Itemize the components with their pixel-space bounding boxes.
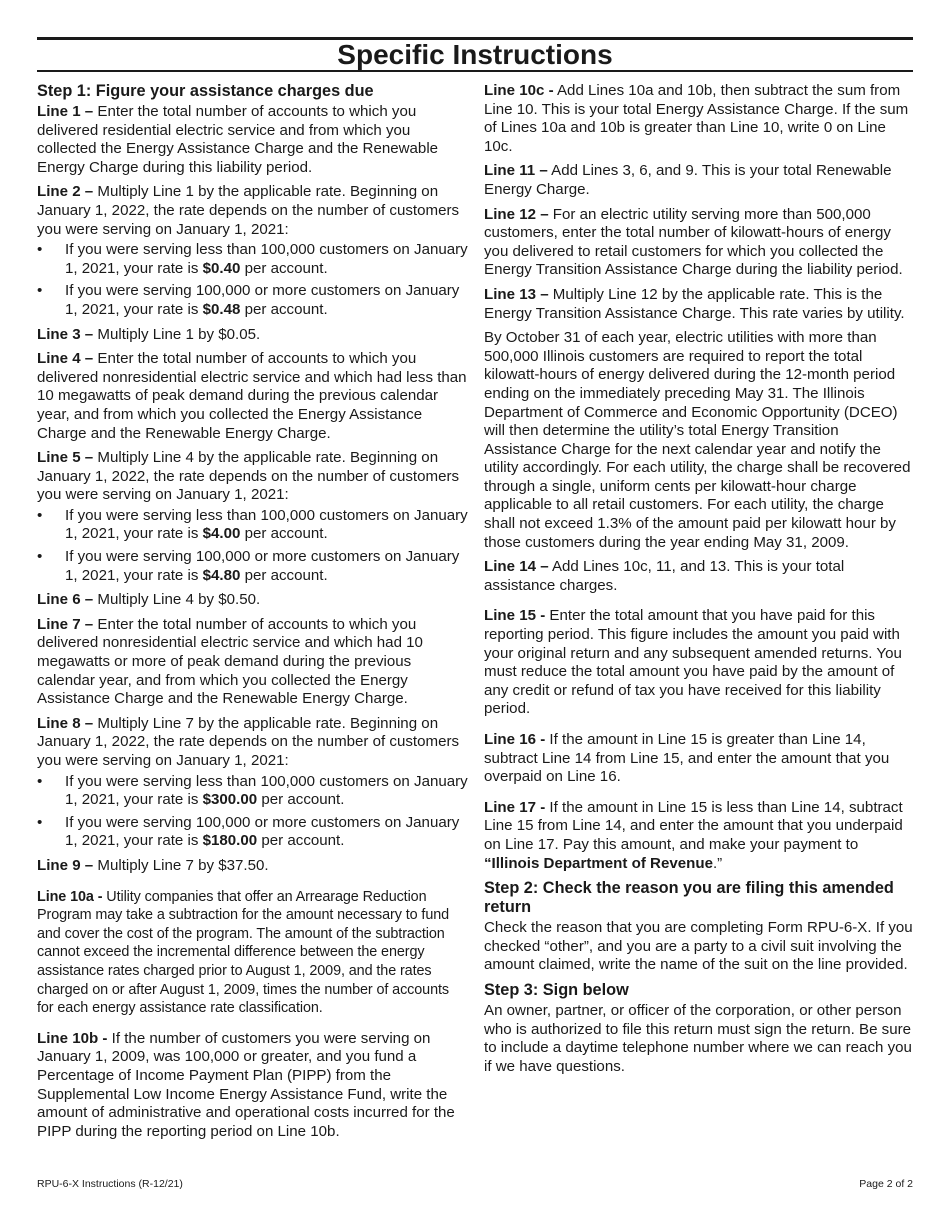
line14-label: Line 14 – xyxy=(484,558,549,576)
list-item: • If you were serving 100,000 or more customers on January 1, 2021, your rate is $4.80 per account. xyxy=(37,548,460,584)
line8-label: Line 8 – xyxy=(37,714,94,732)
line5-rate-list xyxy=(37,507,469,585)
line12-label: Line 12 – xyxy=(484,205,549,223)
line5-instruction: Line 5 – Multiply Line 4 by the applicable rate. Beginning on January 1, 2022, the rate depends on the number of customers you were serving on January 1, 2021: xyxy=(37,449,460,504)
line7-instruction: Line 7 – Enter the total number of accounts to which you delivered nonresidential electric service and which had 10 megawatts or more of peak demand during the previous calendar year, and from which you collected the Energy Assistance Charge and the Renewable Energy Charge. xyxy=(37,615,423,708)
line10c-instruction: Line 10c - Add Lines 10a and 10b, then subtract the sum from Line 10. This is your total Energy Assistance Charge. If the sum of Lines 10a and 10b is greater than Line 10, write 0 on Line 10c. xyxy=(484,82,909,155)
line1-label: Line 1 – xyxy=(37,103,94,120)
bullet-icon: • xyxy=(37,772,43,790)
page-title: Specific Instructions xyxy=(337,39,613,70)
step3-heading: Step 3: Sign below xyxy=(484,980,629,999)
line15-instruction: Line 15 - Enter the total amount that you have paid for this reporting period. This figure includes the amount you paid with your original return and any subsequent amended returns. You must reduce the total amount you have paid by the amount of any credit or refund of tax you have received for this liability period. xyxy=(484,607,902,718)
line9-label: Line 9 – xyxy=(37,856,94,874)
line1-text: Enter the total number of accounts to which you delivered residential electric service and from which you collected the Energy Assistance Charge and the Renewable Energy Charge during this liability period. xyxy=(37,103,439,176)
line17-label: Line 17 - xyxy=(484,798,546,816)
line8-rate-list xyxy=(37,773,469,851)
bullet-icon: • xyxy=(37,241,43,259)
line10a-instruction: Line 10a - Utility companies that offer an Arrearage Reduction Program may take a subtraction for the amount necessary to fund and cover the cost of the program. The amount of the subtraction cannot exceed the incremental difference between the energy assistance rates charged prior to August 1, 2009, and the rates charged on or after August 1, 2009, times the number of accounts for each energy assistance rate classification. xyxy=(37,888,450,1017)
line17-instruction: Line 17 - If the amount in Line 15 is less than Line 14, subtract Line 15 from Line 14, and enter the amount that you underpaid on Line 17. Pay this amount, and make your payment to “Illinois Department of Revenue.” xyxy=(484,798,903,872)
title-rule xyxy=(37,70,913,72)
line9-instruction: Line 9 – Multiply Line 7 by $37.50. xyxy=(37,856,269,874)
line4-label: Line 4 – xyxy=(37,350,94,368)
step3-text: An owner, partner, or officer of the corporation, or other person who is authorized to file this return must sign the return. Be sure to include a daytime telephone number where we can reach you if we have questions. xyxy=(484,1001,912,1075)
line5-label: Line 5 – xyxy=(37,449,94,467)
rate-value: $4.00 xyxy=(202,525,241,543)
page-number: Page 2 of 2 xyxy=(859,1178,913,1190)
line13-note: By October 31 of each year, electric utilities with more than 500,000 Illinois customers are required to report the total kilowatt-hours of energy delivered during the 12-month period ending on the immediately preceding May 31. The Illinois Department of Commerce and Economic Opportunity (DCEO) will then determine the utility’s total Energy Transition Assistance Charge for the next calendar year and notify the utility accordingly. For each utility, the charge shall be recovered through a single, uniform cents per kilowatt-hour charge applicable to all retail customers. For each utility, the charge shall not exceed 1.3% of the amount paid per kilowatt hour by those customers during the year ending May 31, 2009. xyxy=(484,329,911,551)
line6-label: Line 6 – xyxy=(37,591,94,609)
line6-instruction: Line 6 – Multiply Line 4 by $0.50. xyxy=(37,591,261,609)
step2-text: Check the reason that you are completing Form RPU-6-X. If you checked “other”, and you are a party to a civil suit involving the amount claimed, write the name of the suit on the line provided. xyxy=(484,919,913,974)
line2-label: Line 2 – xyxy=(37,183,94,201)
payee-name: “Illinois Department of Revenue xyxy=(484,854,713,872)
list-item: • If you were serving 100,000 or more customers on January 1, 2021, your rate is $0.48 per account. xyxy=(37,282,460,318)
rate-value: $0.48 xyxy=(202,300,241,318)
line16-label: Line 16 - xyxy=(484,731,546,748)
line3-label: Line 3 – xyxy=(37,325,94,343)
line12-instruction: Line 12 – For an electric utility serving more than 500,000 customers, enter the total number of kilowatt-hours of energy you delivered to retail customers for which you collected the Energy Transition Assistance Charge during the liability period. xyxy=(484,205,903,279)
step2-heading: Step 2: Check the reason you are filing this amended return xyxy=(484,879,894,917)
list-item: • If you were serving 100,000 or more customers on January 1, 2021, your rate is $180.00 per account. xyxy=(37,813,460,850)
bullet-icon: • xyxy=(37,282,43,300)
list-item: • If you were serving less than 100,000 customers on January 1, 2021, your rate is $4.00 per account. xyxy=(37,506,468,543)
line16-instruction: Line 16 - If the amount in Line 15 is greater than Line 14, subtract Line 14 from Line 15, and enter the amount that you overpaid on Line 16. xyxy=(484,731,890,786)
line10b-instruction: Line 10b - If the number of customers you were serving on January 1, 2009, was 100,000 or greater, and you fund a Percentage of Income Payment Plan (PIPP) from the Supplemental Low Income Energy Assistance Fund, write the amount of administrative and operational costs incurred for the PIPP during the reporting period on Line 10b. xyxy=(37,1029,455,1140)
list-item: • If you were serving less than 100,000 customers on January 1, 2021, your rate is $300.00 per account. xyxy=(37,772,468,809)
line2-text: Multiply Line 1 by the applicable rate. Beginning on January 1, 2022, the rate depends on the number of customers you were serving on January 1, 2021: xyxy=(37,183,460,238)
line1-instruction xyxy=(37,103,469,177)
line4-instruction: Line 4 – Enter the total number of accounts to which you delivered nonresidential electric service and which had less than 10 megawatts of peak demand during the previous calendar year, and from which you collected the Energy Assistance Charge and the Renewable Energy Charge. xyxy=(37,350,467,442)
line2-instruction xyxy=(37,183,469,239)
line13-instruction: Line 13 – Multiply Line 12 by the applicable rate. This is the Energy Transition Assistance Charge. This rate varies by utility. xyxy=(484,285,905,322)
step1-heading: Step 1: Figure your assistance charges due xyxy=(37,82,374,100)
bullet-icon: • xyxy=(37,548,43,566)
line2-rate-list xyxy=(37,241,469,319)
line13-label: Line 13 – xyxy=(484,285,549,303)
bullet-icon: • xyxy=(37,506,43,524)
line15-label: Line 15 - xyxy=(484,607,546,625)
line3-instruction: Line 3 – Multiply Line 1 by $0.05. xyxy=(37,325,261,343)
rate-value: $300.00 xyxy=(202,791,258,809)
bullet-icon: • xyxy=(37,813,43,831)
line10b-label: Line 10b - xyxy=(37,1029,108,1047)
rate-value: $4.80 xyxy=(202,566,241,584)
line8-instruction: Line 8 – Multiply Line 7 by the applicable rate. Beginning on January 1, 2022, the rate depends on the number of customers you were serving on January 1, 2021: xyxy=(37,714,460,769)
line10a-label: Line 10a - xyxy=(37,888,103,905)
line7-label: Line 7 – xyxy=(37,615,94,633)
line14-instruction: Line 14 – Add Lines 10c, 11, and 13. This is your total assistance charges. xyxy=(484,558,845,594)
line11-label: Line 11 – xyxy=(484,162,548,180)
rate-value: $0.40 xyxy=(202,259,241,277)
form-id-footer: RPU-6-X Instructions (R-12/21) xyxy=(37,1178,183,1190)
left-column xyxy=(37,82,469,1147)
line11-instruction: Line 11 – Add Lines 3, 6, and 9. This is your total Renewable Energy Charge. xyxy=(484,162,892,198)
rate-value: $180.00 xyxy=(202,832,258,850)
list-item: • If you were serving less than 100,000 customers on January 1, 2021, your rate is $0.40 per account. xyxy=(37,241,468,277)
right-column xyxy=(484,82,914,1082)
line10c-label: Line 10c - xyxy=(484,82,554,99)
